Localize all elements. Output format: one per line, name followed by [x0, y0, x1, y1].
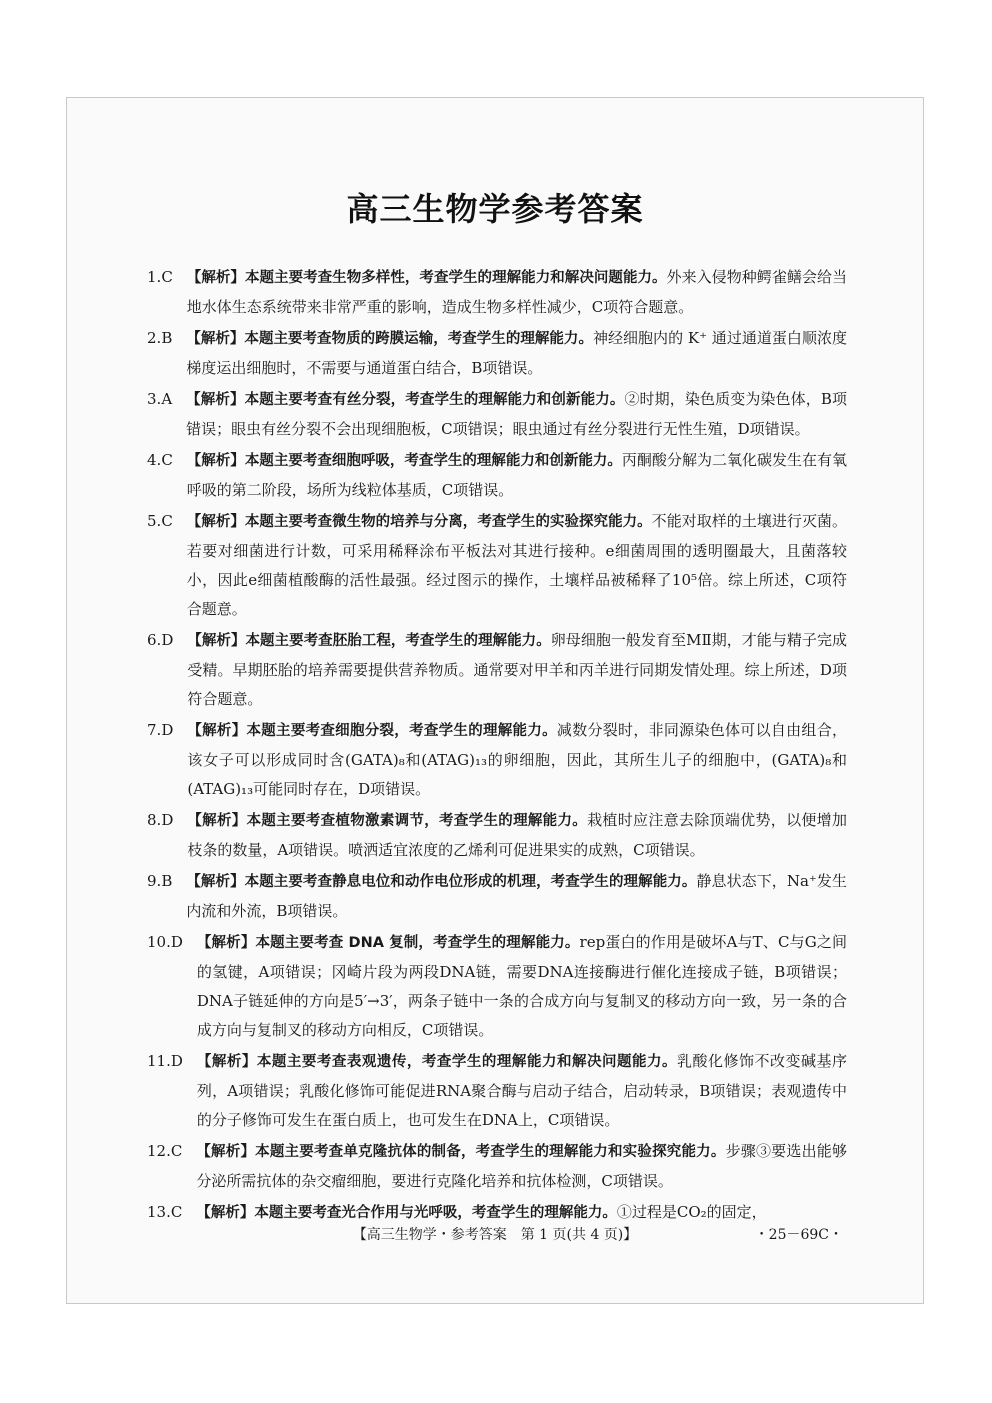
answer-item [147, 1137, 847, 1196]
answer-number: 2. [147, 329, 162, 347]
answer-number: 1. [147, 268, 162, 286]
explanation-lead: 【解析】本题主要考查微生物的培养与分离，考查学生的实验探究能力。 [186, 514, 652, 530]
footer-page-info: 【高三生物学・参考答案 第 1 页(共 4 页)】 [352, 1227, 638, 1243]
answer-number: 9. [147, 872, 162, 890]
explanation-lead: 【解析】本题主要考查细胞分裂，考查学生的理解能力。 [187, 723, 557, 739]
answer-choice: C [170, 1142, 183, 1160]
answer-choice: B [161, 872, 173, 890]
explanation-lead: 【解析】本题主要考查单克隆抗体的制备，考查学生的理解能力和实验探究能力。 [196, 1144, 726, 1160]
answer-number: 10. [147, 933, 171, 951]
answer-explanation [187, 446, 847, 505]
explanation-text: rep蛋白的作用是破坏A与T、C与G之间的氢键，A项错误；冈崎片段为两段DNA链，需要DNA连接酶进行催化连接成子链，B项错误；DNA子链延伸的方向是5′→3′，两条子链中一条的合成方向与复制叉的移动方向一致，另一条的合成方向与复制叉的移动方向相反，C项错误。 [196, 933, 847, 1039]
answer-choice: D [170, 933, 183, 951]
answer-choice: C [170, 1203, 183, 1221]
answer-sheet [66, 97, 924, 1304]
answer-explanation [187, 507, 847, 624]
explanation-lead: 【解析】本题主要考查静息电位和动作电位形成的机理，考查学生的理解能力。 [186, 874, 697, 890]
answer-item [147, 1047, 847, 1135]
answer-choice: D [161, 631, 174, 649]
explanation-lead: 【解析】本题主要考查有丝分裂，考查学生的理解能力和创新能力。 [186, 392, 625, 408]
page-title: 高三生物学参考答案 [346, 190, 644, 228]
answer-number: 7. [147, 721, 162, 739]
answer-choice: A [161, 390, 173, 408]
explanation-lead: 【解析】本题主要考查生物多样性，考查学生的理解能力和解决问题能力。 [186, 270, 667, 286]
answer-explanation [187, 806, 847, 865]
answer-explanation [186, 385, 847, 444]
answer-number: 8. [147, 811, 162, 829]
explanation-text: 步骤③要选出能够分泌所需抗体的杂交瘤细胞，要进行克隆化培养和抗体检测，C项错误。 [196, 1142, 847, 1190]
explanation-text: 外来入侵物种鳄雀鳝会给当地水体生态系统带来非常严重的影响，造成生物多样性减少，C项符合题意。 [186, 268, 847, 316]
explanation-text: 栽植时应注意去除顶端优势，以便增加枝条的数量，A项错误。喷洒适宜浓度的乙烯利可促进果实的成熟，C项错误。 [187, 811, 847, 859]
answer-choice: C [161, 268, 173, 286]
answer-number: 3. [147, 390, 162, 408]
footer-code: ・25－69C・ [754, 1227, 843, 1243]
explanation-text: 不能对取样的土壤进行灭菌。若要对细菌进行计数，可采用稀释涂布平板法对其进行接种。e细菌周围的透明圈最大，且菌落较小，因此e细菌植酸酶的活性最强。经过图示的操作，土壤样品被稀释了10⁵倍。综上所述，C项符合题意。 [186, 512, 847, 618]
answer-item [147, 867, 847, 926]
explanation-lead: 【解析】本题主要考查细胞呼吸，考查学生的理解能力和创新能力。 [186, 453, 622, 469]
answer-choice: D [161, 721, 174, 739]
answer-number: 4. [147, 451, 162, 469]
answer-item [147, 385, 847, 444]
answer-choice: C [161, 451, 173, 469]
answer-item [147, 716, 847, 804]
answer-explanation [187, 626, 847, 714]
explanation-text: ②时期，染色质变为染色体，B项错误；眼虫有丝分裂不会出现细胞板，C项错误；眼虫通过有丝分裂进行无性生殖，D项错误。 [186, 390, 847, 438]
answer-explanation [197, 928, 847, 1045]
answer-list [147, 263, 847, 1230]
explanation-lead: 【解析】本题主要考查光合作用与光呼吸，考查学生的理解能力。 [196, 1205, 617, 1221]
answer-choice: B [161, 329, 173, 347]
explanation-lead: 【解析】本题主要考查植物激素调节，考查学生的理解能力。 [187, 813, 588, 829]
explanation-text: 丙酮酸分解为二氧化碳发生在有氧呼吸的第二阶段，场所为线粒体基质，C项错误。 [186, 451, 847, 499]
answer-item [147, 626, 847, 714]
answer-explanation [187, 716, 847, 804]
explanation-lead: 【解析】本题主要考查物质的跨膜运输，考查学生的理解能力。 [186, 331, 593, 347]
answer-item [147, 324, 847, 383]
answer-choice: C [161, 512, 173, 530]
explanation-text: 减数分裂时，非同源染色体可以自由组合，该女子可以形成同时含(GATA)₈和(ATAG)₁₃的卵细胞，因此，其所生儿子的细胞中，(GATA)₈和(ATAG)₁₃可能同时存在，D项错误。 [187, 721, 847, 798]
answer-number: 12. [147, 1142, 171, 1160]
answer-number: 5. [147, 512, 162, 530]
answer-number: 6. [147, 631, 162, 649]
answer-item [147, 928, 847, 1045]
answer-explanation [186, 867, 847, 926]
explanation-text: 乳酸化修饰不改变碱基序列，A项错误；乳酸化修饰可能促进RNA聚合酶与启动子结合，启动转录，B项错误；表观遗传中的分子修饰可发生在蛋白质上，也可发生在DNA上，C项错误。 [196, 1052, 847, 1129]
explanation-text: ①过程是CO₂的固定， [616, 1203, 767, 1221]
explanation-lead: 【解析】本题主要考查胚胎工程，考查学生的理解能力。 [187, 633, 551, 649]
answer-explanation [197, 1047, 847, 1135]
answer-explanation [196, 1137, 847, 1196]
answer-item [147, 263, 847, 322]
answer-choice: D [161, 811, 174, 829]
answer-number: 11. [147, 1052, 171, 1070]
answer-choice: D [170, 1052, 183, 1070]
answer-explanation [187, 263, 847, 322]
explanation-lead: 【解析】本题主要考查 DNA 复制，考查学生的理解能力。 [196, 935, 580, 951]
answer-item [147, 806, 847, 865]
answer-item [147, 446, 847, 505]
explanation-text: 卵母细胞一般发育至MⅡ期，才能与精子完成受精。早期胚胎的培养需要提供营养物质。通常要对甲羊和丙羊进行同期发情处理。综上所述，D项符合题意。 [187, 631, 847, 708]
answer-item [147, 507, 847, 624]
explanation-text: 静息状态下，Na⁺发生内流和外流，B项错误。 [186, 872, 847, 920]
answer-explanation [186, 324, 847, 383]
explanation-lead: 【解析】本题主要考查表观遗传，考查学生的理解能力和解决问题能力。 [196, 1054, 677, 1070]
answer-number: 13. [147, 1203, 171, 1221]
explanation-text: 神经细胞内的 K⁺ 通过通道蛋白顺浓度梯度运出细胞时，不需要与通道蛋白结合，B项错误。 [186, 329, 847, 377]
